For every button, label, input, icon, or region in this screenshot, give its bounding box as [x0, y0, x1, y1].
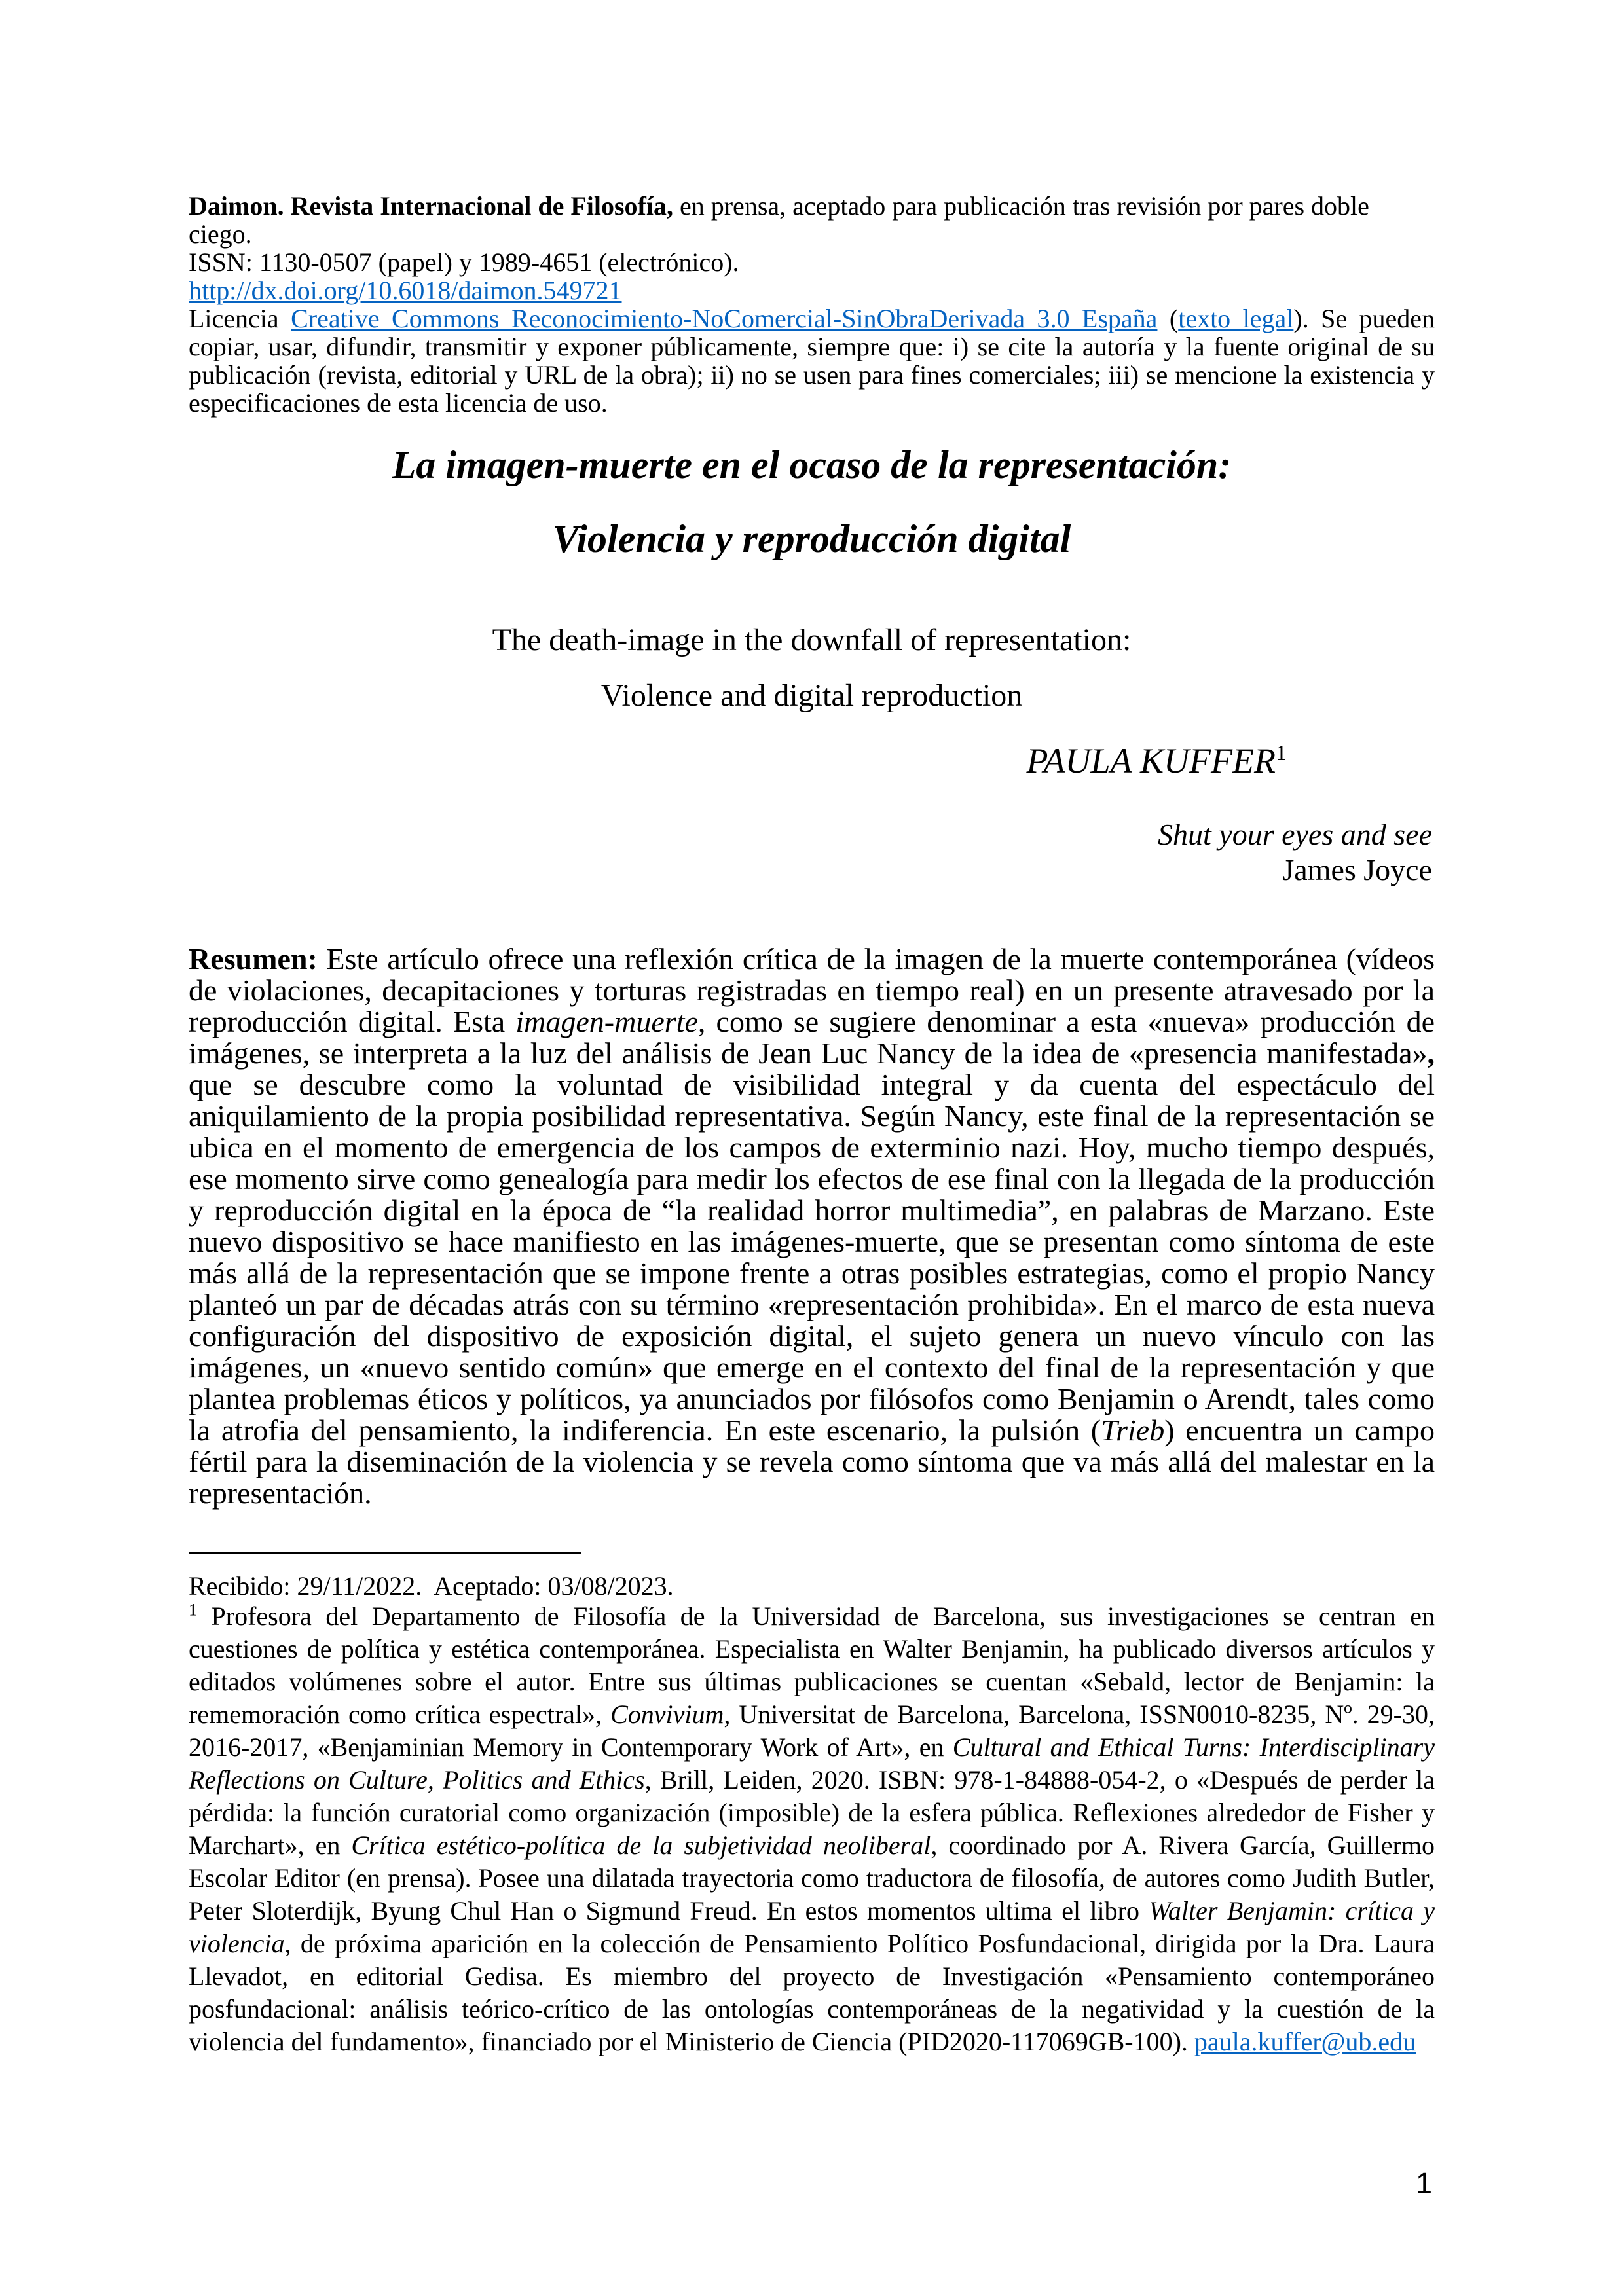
- footnote-paragraph: [189, 1600, 1435, 2058]
- abstract-paragraph: Resumen: Este artículo ofrece una reflexión crítica de la imagen de la muerte contemporánea (vídeos de violaciones, decapitaciones y torturas registradas en tiempo real) en un presente atravesado por la reproducción digital. Esta imagen-muerte, como se sugiere denominar a esta «nueva» producción de imágenes, se interpreta a la luz del análisis de Jean Luc Nancy de la idea de «presencia manifestada», que se descubre como la voluntad de visibilidad integral y da cuenta del espectáculo del aniquilamiento de la propia posibilidad representativa. Según Nancy, este final de la representación se ubica en el momento de emergencia de los campos de exterminio nazi. Hoy, mucho tiempo después, ese momento sirve como genealogía para medir los efectos de ese final con la llegada de la producción y reproducción digital en la época de “la realidad horror multimedia”, en palabras de Marzano. Este nuevo dispositivo se hace manifiesto en las imágenes-muerte, que se presentan como síntoma de este más allá de la representación que se impone frente a otras posibles estrategias, como el propio Nancy planteó un par de décadas atrás con su término «representación prohibida». En el marco de esta nueva configuración del dispositivo de exposición digital, el sujeto genera un nuevo vínculo con las imágenes, un «nuevo sentido común» que emerge en el contexto del final de la representación y que plantea problemas éticos y políticos, ya anunciados por filósofos como Benjamin o Arendt, tales como la atrofia del pensamiento, la indiferencia. En este escenario, la pulsión (Trieb) encuentra un campo fértil para la diseminación de la violencia y se revela como síntoma que va más allá del malestar en la representación.: [189, 942, 1435, 1510]
- footnote-mark: 1: [189, 1600, 197, 1620]
- journal-status: en prensa, aceptado para publicación tras revisión por pares doble ciego.: [189, 191, 1369, 249]
- received-accepted-line: Recibido: 29/11/2022. Aceptado: 03/08/2023.: [189, 1571, 674, 1601]
- author-footnote-mark: 1: [1276, 741, 1287, 765]
- epigraph-attribution: James Joyce: [1282, 853, 1432, 886]
- author-name: PAULA KUFFER: [1026, 741, 1276, 780]
- issn-line: ISSN: 1130-0507 (papel) y 1989-4651 (electrónico).: [189, 247, 739, 277]
- author-email-link[interactable]: paula.kuffer@ub.edu: [1194, 2027, 1416, 2056]
- doi-link[interactable]: http://dx.doi.org/10.6018/daimon.549721: [189, 276, 622, 305]
- page-number: 1: [1415, 2166, 1432, 2200]
- title-es-line2: Violencia y reproducción digital: [552, 517, 1071, 560]
- epigraph-quote: Shut your eyes and see: [1158, 818, 1432, 851]
- legal-text-link[interactable]: texto legal: [1178, 304, 1294, 333]
- author-line: [1026, 733, 1287, 781]
- cc-license-link[interactable]: Creative Commons Reconocimiento-NoComercial-SinObraDerivada 3.0 España: [291, 304, 1158, 333]
- license-paragraph: Licencia Creative Commons Reconocimiento-NoComercial-SinObraDerivada 3.0 España (texto legal). Se pueden copiar, usar, difundir, transmitir y exponer públicamente, siempre que: i) se cite la autoría y la fuente original de su publicación (revista, editorial y URL de la obra); ii) no se usen para fines comerciales; iii) se mencione la existencia y especificaciones de esta licencia de uso.: [189, 304, 1435, 418]
- journal-line: [189, 192, 1435, 248]
- footnote-separator: [189, 1552, 581, 1554]
- title-en-line2: Violence and digital reproduction: [600, 678, 1023, 713]
- journal-header: [189, 192, 1435, 417]
- journal-name: Daimon. Revista Internacional de Filosofía,: [189, 191, 673, 221]
- title-es-line1: La imagen-muerte en el ocaso de la representación:: [392, 443, 1232, 486]
- footnote-text: Profesora del Departamento de Filosofía de la Universidad de Barcelona, sus investigaciones se centran en cuestiones de política y estética contemporánea. Especialista en Walter Benjamin, ha publicado diversos artículos y editados volúmenes sobre el autor. Entre sus últimas publicaciones se cuentan «Sebald, lector de Benjamin: la rememoración como crítica espectral», Convivium, Universitat de Barcelona, Barcelona, ISSN0010-8235, Nº. 29-30, 2016-2017, «Benjaminian Memory in Contemporary Work of Art», en Cultural and Ethical Turns: Interdisciplinary Reflections on Culture, Politics and Ethics, Brill, Leiden, 2020. ISBN: 978-1-84888-054-2, o «Después de perder la pérdida: la función curatorial como organización (imposible) de la esfera pública. Reflexiones alrededor de Fisher y Marchart», en Crítica estético-política de la subjetividad neoliberal, coordinado por A. Rivera García, Guillermo Escolar Editor (en prensa). Posee una dilatada trayectoria como traductora de filosofía, de autores como Judith Butler, Peter Sloterdijk, Byung Chul Han o Sigmund Freud. En estos momentos ultima el libro Walter Benjamin: crítica y violencia, de próxima aparición en la colección de Pensamiento Político Posfundacional, dirigida por la Dra. Laura Llevadot, en editorial Gedisa. Es miembro del proyecto de Investigación «Pensamiento contemporáneo posfundacional: análisis teórico-crítico de las ontologías contemporáneas de la negatividad y la cuestión de la violencia del fundamento», financiado por el Ministerio de Ciencia (PID2020-117069GB-100). paula.kuffer@ub.edu: [189, 1601, 1435, 2056]
- title-en-line1: The death-image in the downfall of representation:: [492, 623, 1132, 657]
- doi-line: [189, 276, 1435, 304]
